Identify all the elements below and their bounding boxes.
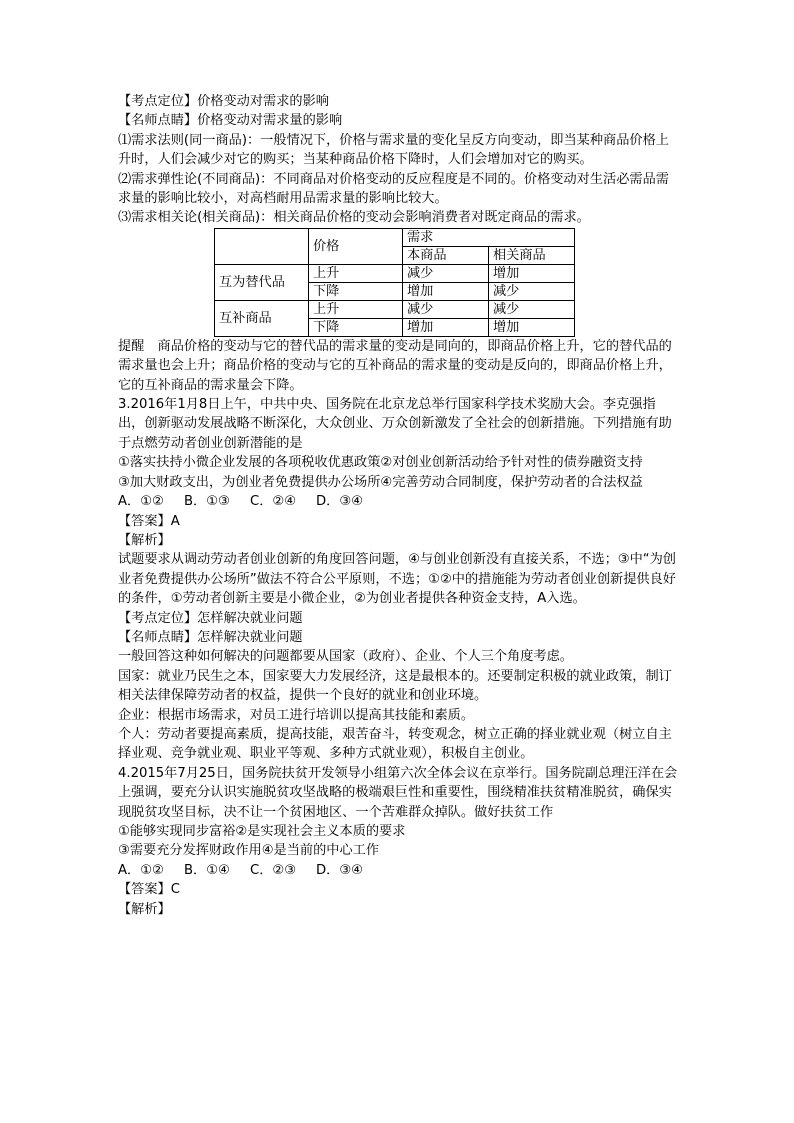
- table-cell: 减少: [489, 282, 575, 300]
- table-cell: 上升: [309, 264, 403, 282]
- question-4-answer: 【答案】C: [118, 882, 180, 898]
- option-b: B．①③: [184, 494, 230, 510]
- question-4-stem: 4.2015年7月25日，国务院扶贫开发领导小组第六次全体会议在京举行。国务院副总理汪洋在会上强调，要充分认识实施脱贫攻坚战略的极端艰巨性和重要性，围绕精准扶贫精准脱贫，确保实现脱贫攻坚目标，决不让一个贫困地区、一个苦难群众掉队。做好扶贫工作: [118, 765, 678, 820]
- option-c: C．②③: [250, 862, 297, 878]
- mingshi-heading-1: 【名师点睛】价格变动对需求量的影响: [118, 113, 343, 129]
- table-group-substitute: 互为替代品: [215, 264, 309, 300]
- table-header-demand: 需求: [403, 228, 575, 246]
- tip-paragraph: 提醒 商品价格的变动与它的替代品的需求量的变动是同向的，即商品价格上升，它的替代品的需求量也会上升；商品价格的变动与它的互补商品的需求量的变动是反向的，即商品价格上升，它的互补商品的需求量会下降。: [118, 338, 672, 393]
- question-3-answer: 【答案】A: [118, 513, 180, 529]
- table-cell: 下降: [309, 282, 403, 300]
- paragraph-demand-correlation: ⑶需求相关论(相关商品)：相关商品价格的变动会影响消费者对既定商品的需求。: [118, 210, 590, 226]
- table-cell: 减少: [403, 264, 489, 282]
- table-cell: 增加: [489, 318, 575, 336]
- table-cell: 增加: [403, 318, 489, 336]
- table-cell: 减少: [489, 300, 575, 318]
- question-4-options: [118, 861, 678, 880]
- kaodian-heading-1: 【考点定位】价格变动对需求的影响: [118, 94, 329, 109]
- table-header-price: 价格: [309, 228, 403, 264]
- paragraph-demand-law: ⑴需求法则(同一商品)：一般情况下，价格与需求量的变化呈反方向变动，即当某种商品价格上升时，人们会减少对它的购买；当某种商品价格下降时，人们会增加对它的购买。: [118, 132, 669, 168]
- employment-note-1: 一般回答这种如何解决的问题都要从国家（政府）、企业、个人三个角度考虑。: [118, 649, 573, 665]
- table-cell: 减少: [403, 300, 489, 318]
- option-d: D．③④: [316, 862, 363, 878]
- option-d: D．③④: [316, 494, 363, 510]
- question-3-stem: 3.2016年1月8日上午，中共中央、国务院在北京龙总举行国家科学技术奖励大会。李克强指出，创新驱动发展战略不断深化，大众创业、万众创新激发了全社会的创新措施。下列措施有助于点燃劳动者创业创新潜能的是: [118, 397, 672, 451]
- table-cell: 下降: [309, 318, 403, 336]
- table-group-complement: 互补商品: [215, 300, 309, 336]
- table-corner-cell: [215, 228, 309, 264]
- question-3-statements-1-2: ①落实扶持小微企业发展的各项税收优惠政策②对创业创新活动给予针对性的债券融资支持: [118, 455, 643, 471]
- paragraph-demand-elasticity: ⑵需求弹性论(不同商品)：不同商品对价格变动的反应程度是不同的。价格变动对生活必需品需求量的影响比较小，对高档耐用品需求量的影响比较大。: [118, 171, 669, 207]
- option-c: C．②④: [250, 494, 297, 510]
- employment-note-enterprise: 企业：根据市场需求，对员工进行培训以提高其技能和素质。: [118, 707, 475, 723]
- table-cell: 增加: [403, 282, 489, 300]
- option-a: A．①②: [118, 862, 164, 878]
- question-3-analysis: 试题要求从调动劳动者创业创新的角度回答问题，④与创业创新没有直接关系，不选；③中“为创业者免费提供办公场所”做法不符合公平原则，不选；①②中的措施能为劳动者创业创新提供良好的条件，①劳动者创新主要是小微企业，②为创业者提供各种资金支持，A入选。: [118, 552, 676, 607]
- question-3-analysis-heading: 【解析】: [118, 532, 171, 548]
- question-3-statements-3-4: ③加大财政支出，为创业者免费提供办公场所④完善劳动合同制度，保护劳动者的合法权益: [118, 474, 643, 490]
- option-a: A．①②: [118, 494, 164, 510]
- question-4-statements-1-2: ①能够实现同步富裕②是实现社会主义本质的要求: [118, 824, 406, 839]
- table-cell: 增加: [489, 264, 575, 282]
- price-demand-table: [214, 228, 575, 337]
- question-3-options: [118, 492, 678, 511]
- kaodian-heading-2: 【考点定位】怎样解决就业问题: [118, 610, 303, 626]
- mingshi-heading-2: 【名师点睛】怎样解决就业问题: [118, 629, 303, 645]
- question-4-analysis-heading: 【解析】: [118, 901, 171, 917]
- table-header-related-good: 相关商品: [489, 246, 575, 264]
- option-b: B．①④: [184, 862, 230, 878]
- employment-note-individual: 个人：劳动者要提高素质，提高技能，艰苦奋斗，转变观念，树立正确的择业就业观（树立自主择业观、竞争就业观、职业平等观、多种方式就业观），积极自主创业。: [118, 726, 672, 762]
- question-4-statements-3-4: ③需要充分发挥财政作用④是当前的中心工作: [118, 843, 380, 859]
- table-cell: 上升: [309, 300, 403, 318]
- document-page: [118, 92, 678, 919]
- employment-note-state: 国家：就业乃民生之本，国家要大力发展经济，这是最根本的。还要制定积极的就业政策，制订相关法律保障劳动者的权益，提供一个良好的就业和创业环境。: [118, 668, 672, 704]
- table-header-this-good: 本商品: [403, 246, 489, 264]
